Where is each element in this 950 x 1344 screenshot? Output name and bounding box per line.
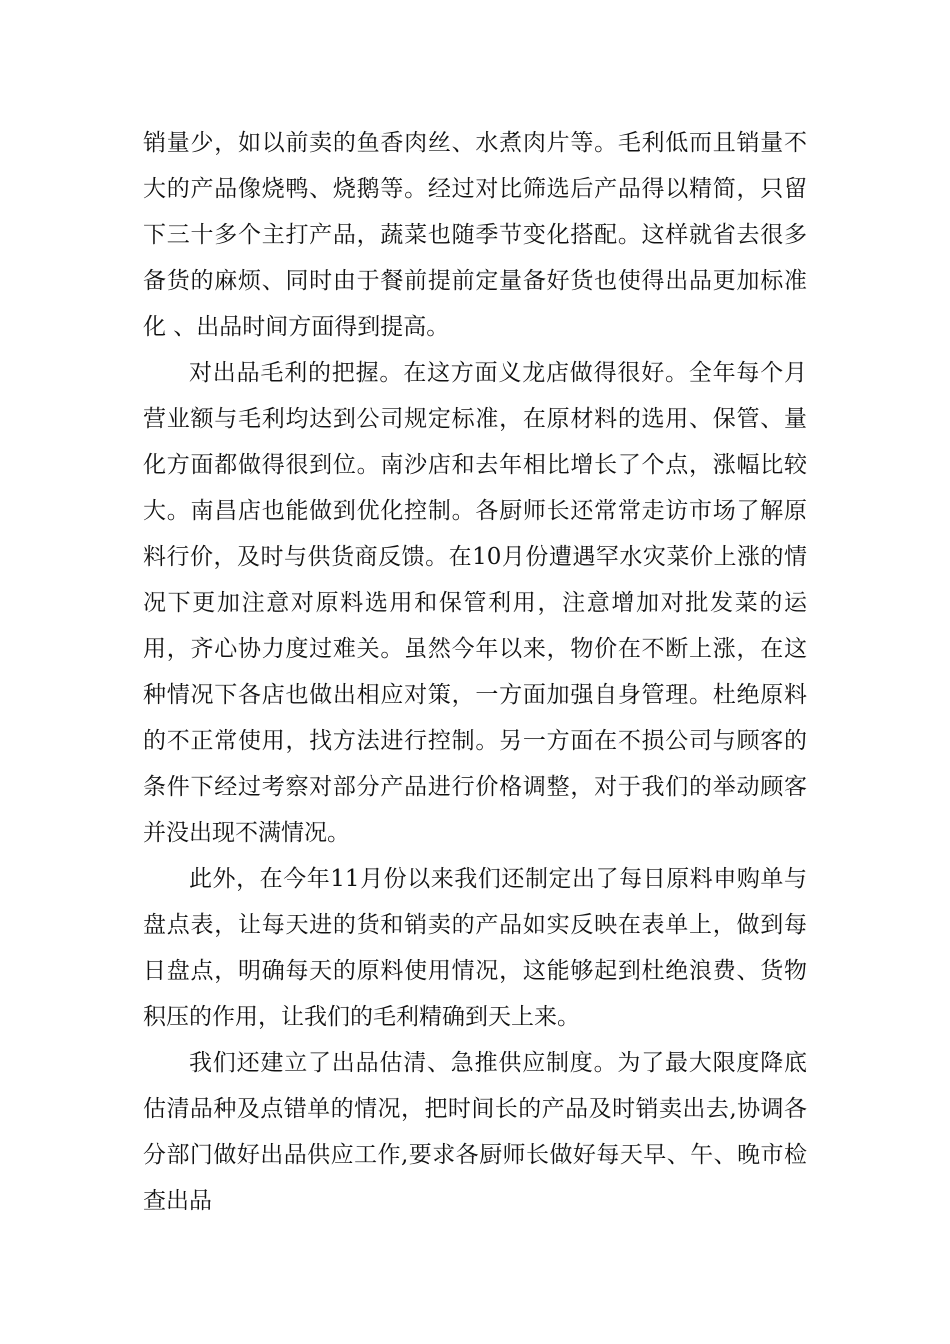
- paragraph-3: 此外，在今年11月份以来我们还制定出了每日原料申购单与盘点表，让每天进的货和销卖的产品如实反映在表单上，做到每日盘点，明确每天的原料使用情况，这能够起到杜绝浪费、货物积压的作用，让我们的毛利精确到天上来。: [143, 866, 807, 1030]
- paragraph-4: 我们还建立了出品估清、急推供应制度。为了最大限度降底估清品种及点错单的情况，把时间长的产品及时销卖出去,协调各分部门做好出品供应工作,要求各厨师长做好每天早、午、晚市检查出品: [143, 1050, 807, 1214]
- paragraph-1: 销量少，如以前卖的鱼香肉丝、水煮肉片等。毛利低而且销量不大的产品像烧鸭、烧鹅等。经过对比筛选后产品得以精简，只留下三十多个主打产品，蔬菜也随季节变化搭配。这样就省去很多备货的麻烦、同时由于餐前提前定量备好货也使得出品更加标准化 、出品时间方面得到提高。: [143, 130, 807, 340]
- document-body: [143, 120, 807, 1224]
- paragraph-2: 对出品毛利的把握。在这方面义龙店做得很好。全年每个月营业额与毛利均达到公司规定标准，在原材料的选用、保管、量化方面都做得很到位。南沙店和去年相比增长了个点，涨幅比较大。南昌店也能做到优化控制。各厨师长还常常走访市场了解原料行价，及时与供货商反馈。在10月份遭遇罕水灾菜价上涨的情况下更加注意对原料选用和保管利用，注意增加对批发菜的运用，齐心协力度过难关。虽然今年以来，物价在不断上涨，在这种情况下各店也做出相应对策，一方面加强自身管理。杜绝原料的不正常使用，找方法进行控制。另一方面在不损公司与顾客的条件下经过考察对部分产品进行价格调整，对于我们的举动顾客并没出现不满情况。: [143, 360, 807, 846]
